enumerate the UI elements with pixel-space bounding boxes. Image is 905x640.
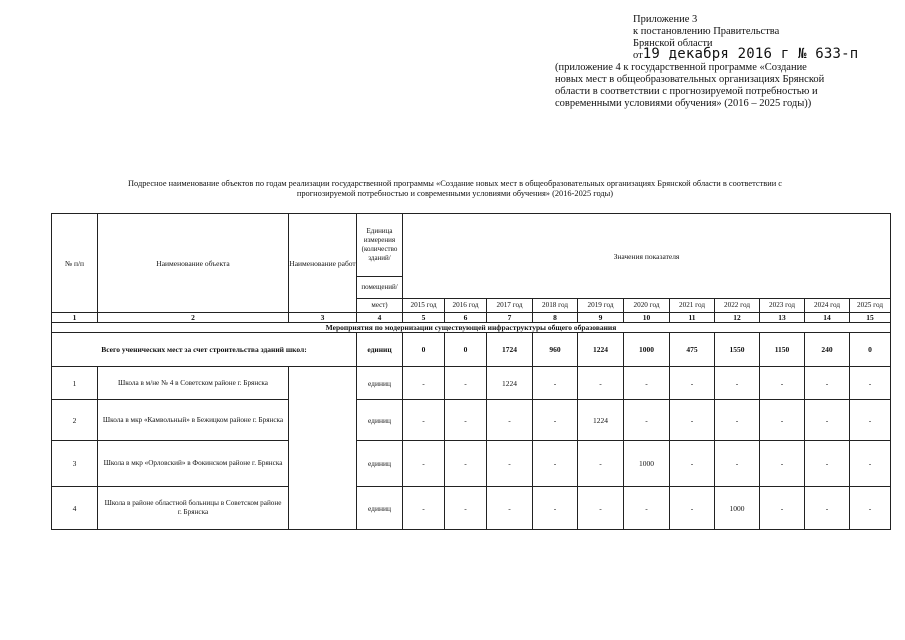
- value-cell: -: [578, 367, 624, 400]
- value-cell: -: [578, 441, 624, 487]
- value-cell: -: [445, 441, 487, 487]
- table-header-row: [52, 214, 891, 277]
- col-values-header: Значения показателя: [403, 214, 891, 299]
- value-cell: -: [445, 487, 487, 530]
- title-line2: прогнозируемой потребностью и современными условиями обучения» (2016-2025 годы): [296, 189, 614, 198]
- value-cell: -: [445, 400, 487, 441]
- col-number: 2: [98, 313, 289, 323]
- year-cell: 2020 год: [624, 299, 670, 313]
- year-cell: 2024 год: [805, 299, 850, 313]
- table-row: [52, 441, 891, 487]
- col-object-header: Наименование объекта: [98, 214, 289, 313]
- table-row: [52, 400, 891, 441]
- total-value: 1000: [624, 333, 670, 367]
- row-number: 1: [52, 367, 98, 400]
- value-cell: -: [850, 487, 891, 530]
- total-unit: единиц: [357, 333, 403, 367]
- resolution-date: [555, 46, 895, 63]
- table-row: [52, 367, 891, 400]
- total-value: 0: [850, 333, 891, 367]
- section-title: Мероприятия по модернизации существующей инфраструктуры общего образования: [52, 323, 891, 333]
- value-cell: -: [487, 487, 533, 530]
- total-value: 1550: [715, 333, 760, 367]
- value-cell: -: [850, 367, 891, 400]
- document-title: [55, 179, 855, 199]
- section-title-row: [52, 323, 891, 333]
- value-cell: -: [805, 400, 850, 441]
- value-cell: -: [445, 367, 487, 400]
- object-name: Школа в мкр «Камвольный» в Бежицком районе г. Брянска: [98, 400, 289, 441]
- value-cell: -: [533, 441, 578, 487]
- total-label: Всего ученических мест за счет строительства зданий школ:: [52, 333, 357, 367]
- col-number: 13: [760, 313, 805, 323]
- value-cell: -: [805, 441, 850, 487]
- row-number: 2: [52, 400, 98, 441]
- col-number: 11: [670, 313, 715, 323]
- row-number: 4: [52, 487, 98, 530]
- object-name: Школа в мкр «Орловский» в Фокинском районе г. Брянска: [98, 441, 289, 487]
- col-number: 4: [357, 313, 403, 323]
- col-number: 8: [533, 313, 578, 323]
- year-cell: 2018 год: [533, 299, 578, 313]
- value-cell: -: [624, 487, 670, 530]
- col-unit-header-a: Единица измерения (количество зданий/: [357, 214, 403, 277]
- object-name: Школа в м/не № 4 в Советском районе г. Брянска: [98, 367, 289, 400]
- unit-cell: единиц: [357, 441, 403, 487]
- value-cell: -: [533, 367, 578, 400]
- total-value: 240: [805, 333, 850, 367]
- value-cell: -: [403, 441, 445, 487]
- total-value: 960: [533, 333, 578, 367]
- year-cell: 2021 год: [670, 299, 715, 313]
- value-cell: -: [487, 441, 533, 487]
- unit-cell: единиц: [357, 400, 403, 441]
- program-ref-line4: современными условиями обучения» (2016 – 2025 годы)): [555, 97, 812, 109]
- total-value: 1724: [487, 333, 533, 367]
- value-cell: -: [578, 487, 624, 530]
- program-ref-line3: области в соответствии с прогнозируемой потребностью и: [555, 85, 818, 97]
- value-cell: -: [624, 400, 670, 441]
- value-cell: -: [715, 400, 760, 441]
- total-value: 0: [403, 333, 445, 367]
- col-number: 6: [445, 313, 487, 323]
- objects-table: [51, 213, 891, 530]
- table-row: [52, 487, 891, 530]
- row-number: 3: [52, 441, 98, 487]
- value-cell: -: [715, 441, 760, 487]
- value-cell: -: [487, 400, 533, 441]
- total-value: 1224: [578, 333, 624, 367]
- col-number: 3: [289, 313, 357, 323]
- program-ref-line2: новых мест в общеобразовательных организациях Брянской: [555, 73, 825, 85]
- value-cell: 1224: [487, 367, 533, 400]
- value-cell: -: [670, 487, 715, 530]
- unit-cell: единиц: [357, 367, 403, 400]
- value-cell: -: [760, 367, 805, 400]
- value-cell: -: [624, 367, 670, 400]
- column-numbers-row: [52, 313, 891, 323]
- col-number: 9: [578, 313, 624, 323]
- value-cell: 1000: [624, 441, 670, 487]
- value-cell: 1000: [715, 487, 760, 530]
- total-row: [52, 333, 891, 367]
- col-number: 1: [52, 313, 98, 323]
- value-cell: -: [760, 487, 805, 530]
- total-value: 0: [445, 333, 487, 367]
- value-cell: -: [670, 441, 715, 487]
- value-cell: -: [403, 367, 445, 400]
- value-cell: -: [760, 441, 805, 487]
- value-cell: -: [403, 400, 445, 441]
- col-works-header: Наименование работ: [289, 214, 357, 313]
- value-cell: -: [850, 441, 891, 487]
- resolution-label: к постановлению Правительства: [633, 25, 780, 37]
- year-cell: 2023 год: [760, 299, 805, 313]
- total-value: 1150: [760, 333, 805, 367]
- col-number: 14: [805, 313, 850, 323]
- appendix-label: Приложение 3: [633, 14, 698, 25]
- year-cell: 2022 год: [715, 299, 760, 313]
- col-number: 15: [850, 313, 891, 323]
- program-ref-line1: (приложение 4 к государственной программе «Создание: [555, 62, 807, 74]
- col-num-header: № п/п: [52, 214, 98, 313]
- value-cell: -: [403, 487, 445, 530]
- col-number: 5: [403, 313, 445, 323]
- title-line1: Подресное наименование объектов по годам реализации государственной программы «Создание новых мест в общеобразовательных организациях Брянской области в соответствии с: [127, 179, 783, 188]
- date-prefix: от: [633, 50, 643, 62]
- value-cell: -: [805, 487, 850, 530]
- value-cell: -: [805, 367, 850, 400]
- value-cell: -: [715, 367, 760, 400]
- value-cell: -: [670, 400, 715, 441]
- year-cell: 2019 год: [578, 299, 624, 313]
- works-cell: [289, 367, 357, 530]
- col-number: 10: [624, 313, 670, 323]
- year-cell: 2017 год: [487, 299, 533, 313]
- unit-cell: единиц: [357, 487, 403, 530]
- handwritten-date-number: 19 декабря 2016 г № 633-п: [642, 46, 859, 63]
- col-unit-header-b: помещений/: [357, 277, 403, 299]
- object-name: Школа в районе областной больницы в Советском районе г. Брянска: [98, 487, 289, 530]
- col-unit-header-c: мест): [357, 299, 403, 313]
- col-number: 12: [715, 313, 760, 323]
- value-cell: -: [533, 487, 578, 530]
- year-cell: 2016 год: [445, 299, 487, 313]
- value-cell: -: [850, 400, 891, 441]
- year-cell: 2025 год: [850, 299, 891, 313]
- region-label: Брянской области: [633, 37, 713, 49]
- document-header: [555, 14, 895, 109]
- value-cell: -: [670, 367, 715, 400]
- total-value: 475: [670, 333, 715, 367]
- value-cell: -: [760, 400, 805, 441]
- col-number: 7: [487, 313, 533, 323]
- year-cell: 2015 год: [403, 299, 445, 313]
- value-cell: 1224: [578, 400, 624, 441]
- value-cell: -: [533, 400, 578, 441]
